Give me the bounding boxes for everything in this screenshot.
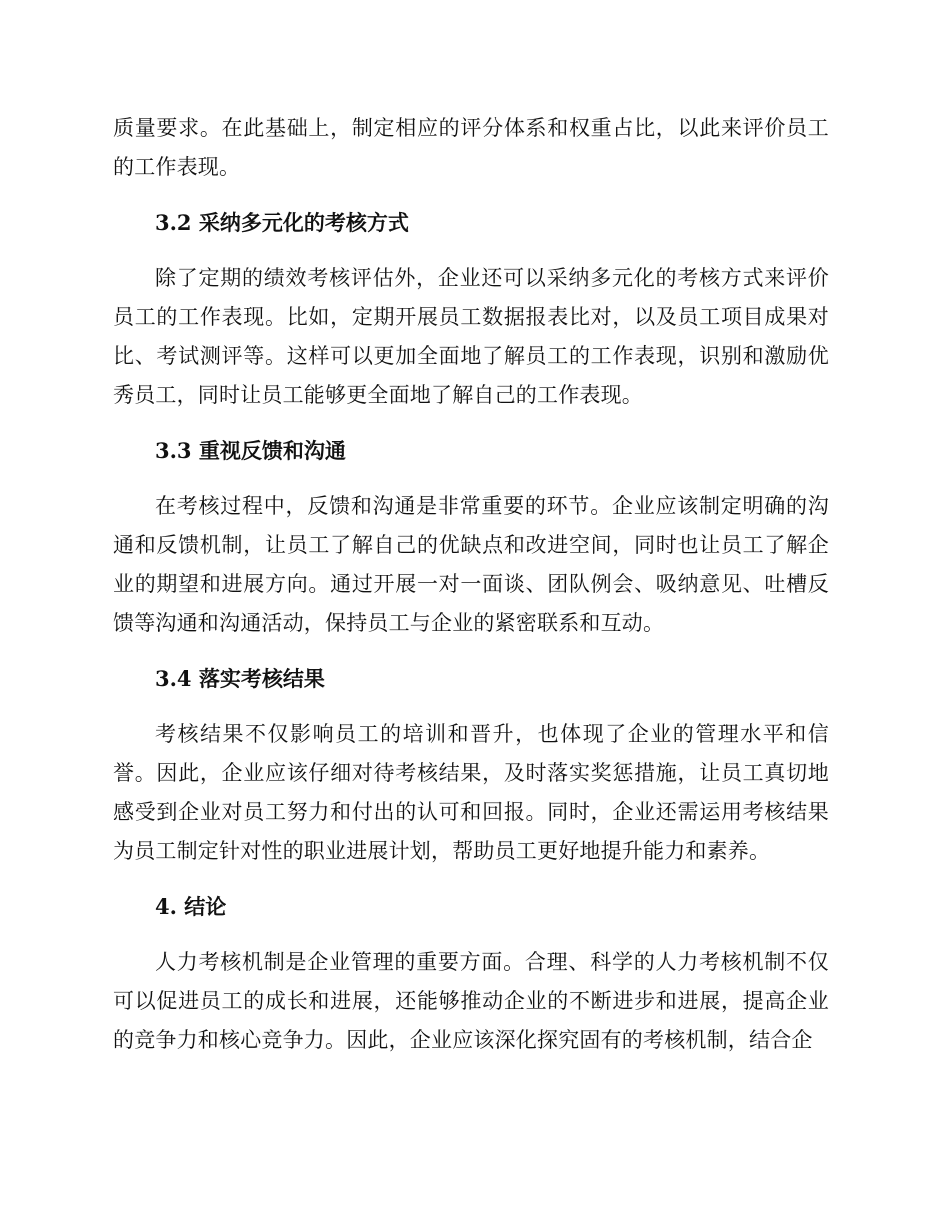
section-paragraph-3-4: 考核结果不仅影响员工的培训和晋升，也体现了企业的管理水平和信誉。因此，企业应该仔细对待考核结果，及时落实奖惩措施，让员工真切地感受到企业对员工努力和付出的认可和回报。同时，企业还需运用考核结果为员工制定针对性的职业进展计划，帮助员工更好地提升能力和素养。: [113, 722, 829, 863]
section-heading-3-3: 3.3 重视反馈和沟通: [155, 438, 346, 463]
section-heading-3-2: 3.2 采纳多元化的考核方式: [155, 210, 409, 235]
section-paragraph-4: 人力考核机制是企业管理的重要方面。合理、科学的人力考核机制不仅可以促进员工的成长和进展，还能够推动企业的不断进步和进展，提高企业的竞争力和核心竞争力。因此，企业应该深化探究固有的考核机制，结合企: [113, 950, 829, 1052]
intro-paragraph: 质量要求。在此基础上，制定相应的评分体系和权重占比，以此来评价员工的工作表现。: [113, 116, 829, 179]
section-paragraph-3-3: 在考核过程中，反馈和沟通是非常重要的环节。企业应该制定明确的沟通和反馈机制，让员工了解自己的优缺点和改进空间，同时也让员工了解企业的期望和进展方向。通过开展一对一面谈、团队例会、吸纳意见、吐槽反馈等沟通和沟通活动，保持员工与企业的紧密联系和互动。: [113, 494, 829, 635]
document-body: [113, 109, 829, 1060]
section-heading-3-4: 3.4 落实考核结果: [155, 666, 325, 691]
section-paragraph-3-2: 除了定期的绩效考核评估外，企业还可以采纳多元化的考核方式来评价员工的工作表现。比如，定期开展员工数据报表比对，以及员工项目成果对比、考试测评等。这样可以更加全面地了解员工的工作表现，识别和激励优秀员工，同时让员工能够更全面地了解自己的工作表现。: [113, 266, 829, 407]
section-heading-4: 4. 结论: [155, 894, 227, 919]
